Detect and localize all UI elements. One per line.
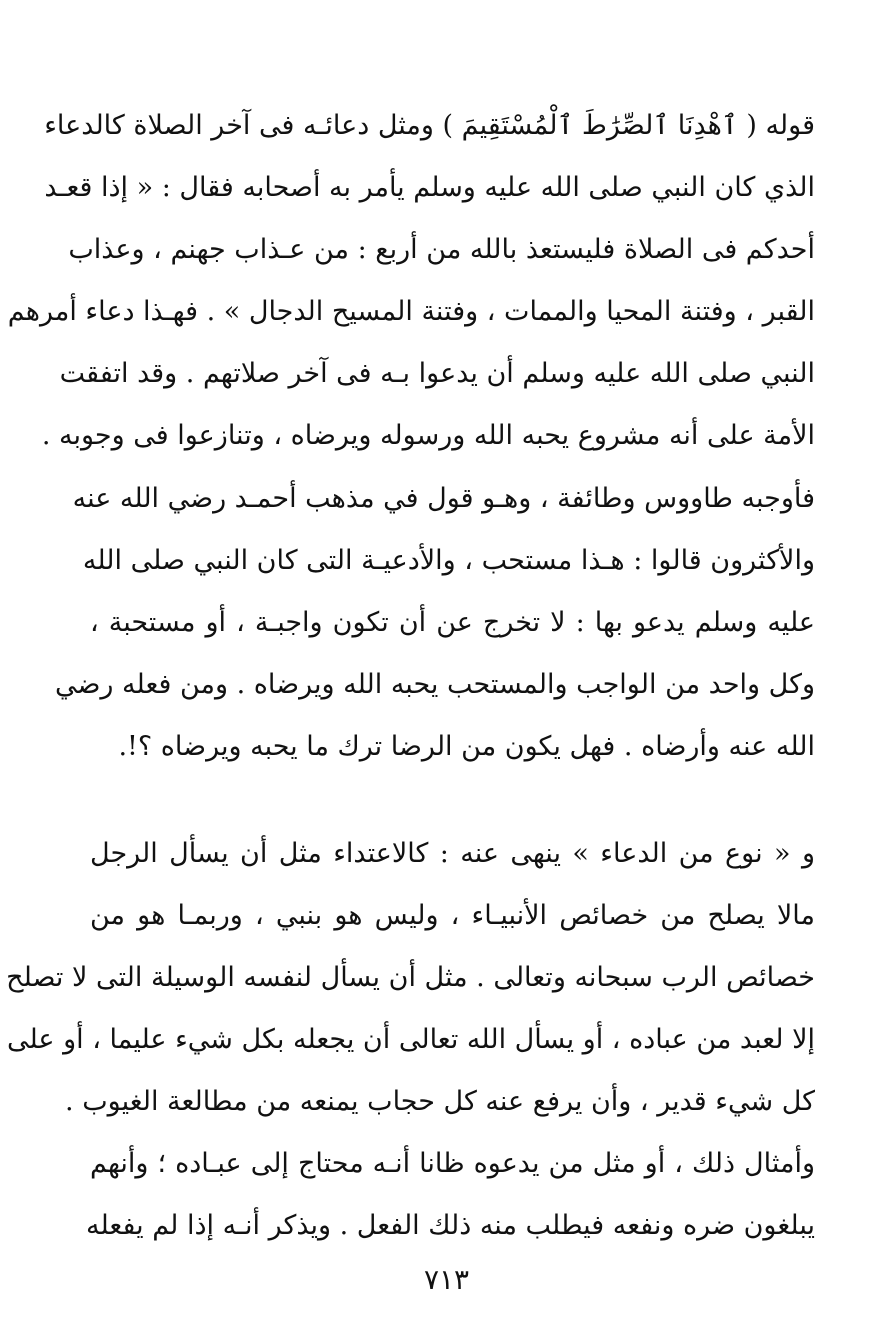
text-line: القبر ، وفتنة المحيا والممات ، وفتنة المسيح الدجال » . فهـذا دعاء أمرهم xyxy=(7,296,815,327)
text-line: الذي كان النبي صلى الله عليه وسلم يأمر به أصحابه فقال : « إذا قعـد xyxy=(44,172,815,203)
text-line: كل شيء قدير ، وأن يرفع عنه كل حجاب يمنعه من مطالعة الغيوب . xyxy=(65,1086,815,1117)
text-line: الله عنه وأرضاه . فهل يكون من الرضا ترك ما يحبه ويرضاه ؟!. xyxy=(118,731,815,762)
text-line: قوله ( ٱهْدِنَا ٱلصِّرَٰطَ ٱلْمُسْتَقِيمَ ) ومثل دعائـه فى آخر الصلاة كالدعاء xyxy=(44,110,815,141)
text-line: إلا لعبد من عباده ، أو يسأل الله تعالى أن يجعله بكل شيء عليما ، أو على xyxy=(6,1024,815,1055)
text-line: وأمثال ذلك ، أو مثل من يدعوه ظانا أنـه محتاج إلى عبـاده ؛ وأنهم xyxy=(90,1148,815,1179)
text-line: عليه وسلم يدعو بها : لا تخرج عن أن تكون واجبـة ، أو مستحبة ، xyxy=(90,607,815,638)
text-line: وكل واحد من الواجب والمستحب يحبه الله ويرضاه . ومن فعله رضي xyxy=(54,669,815,700)
text-line: الأمة على أنه مشروع يحبه الله ورسوله ويرضاه ، وتنازعوا فى وجوبه . xyxy=(41,420,815,451)
page-number: ٧١٣ xyxy=(423,1263,470,1296)
text-line: مالا يصلح من خصائص الأنبيـاء ، وليس هو بنبي ، وربمـا هو من xyxy=(90,900,815,931)
text-line: فأوجبه طاووس وطائفة ، وهـو قول في مذهب أحمـد رضي الله عنه xyxy=(72,483,815,514)
text-line: أحدكم فى الصلاة فليستعذ بالله من أربع : من عـذاب جهنم ، وعذاب xyxy=(68,234,815,265)
text-line: خصائص الرب سبحانه وتعالى . مثل أن يسأل لنفسه الوسيلة التى لا تصلح xyxy=(6,962,815,993)
text-line: النبي صلى الله عليه وسلم أن يدعوا بـه فى آخر صلاتهم . وقد اتفقت xyxy=(59,358,815,389)
text-line: والأكثرون قالوا : هـذا مستحب ، والأدعيـة التى كان النبي صلى الله xyxy=(82,545,815,576)
text-line: و « نوع من الدعاء » ينهى عنه : كالاعتداء مثل أن يسأل الرجل xyxy=(90,838,815,869)
text-line: يبلغون ضره ونفعه فيطلب منه ذلك الفعل . ويذكر أنـه إذا لم يفعله xyxy=(86,1210,815,1241)
